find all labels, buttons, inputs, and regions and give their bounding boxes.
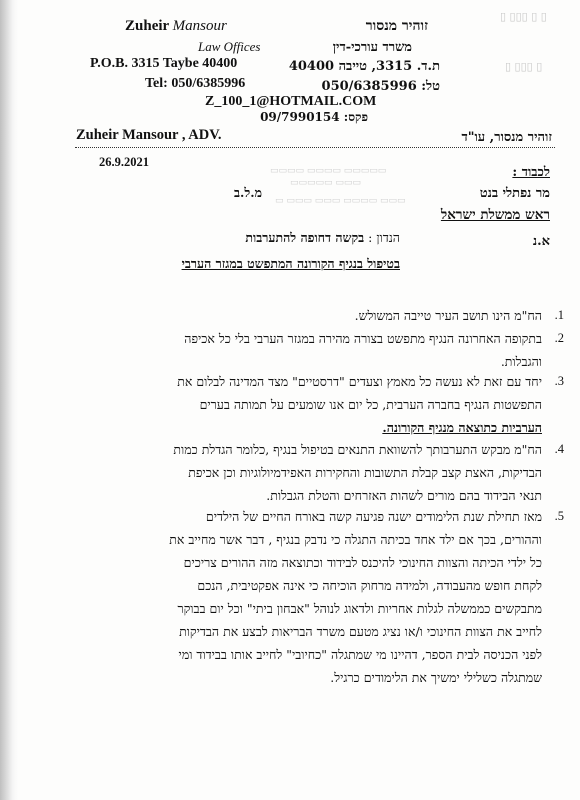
paragraph-number: 2. [554,331,564,345]
paragraph-line: מאז תחילת שנת הלימודים ישנה פגיעה קשה באורח החיים של הילדים [205,509,542,524]
paragraph-line: הח"מ מבקש התערבותך להשוואת התנאים בטיפול בנגיף ,כלומר הגדלת כמות [173,442,542,457]
letterhead-address-he: ת.ד. 3315, טייבה 40400 [288,59,440,74]
paragraph-line: הבדיקות, האצת קצב קבלת התשובות והחקירות האפידמיולוגיות וכן אכיפת [188,465,542,480]
letterhead-office-he: משרד עורכי-דין [332,40,412,55]
subject-line-2: בטיפול בנגיף הקורונה המתפשט במגזר הערבי [181,256,400,271]
lawyer-name-en: Zuheir Mansour , ADV. [76,127,222,143]
letterhead-name-en: Zuheir Mansour [125,18,227,34]
letterhead-fax: פקס: 09/7990154 [260,110,368,124]
letterhead-pob-en: P.O.B. 3315 Taybe 40400 [90,56,238,71]
header-divider [75,147,555,148]
recipient-name: מר נפתלי בנט [479,186,550,201]
paragraph-5 [72,505,564,689]
recipient-title: ראש ממשלת ישראל [440,207,550,223]
letterhead-email: Z_100_1@HOTMAIL.COM [205,94,377,109]
bleed-through-text: ▯ ▯▯▯ ▯ [505,60,543,73]
received-stamp: ▭▭▭▭▭ ▭▭▭ [290,178,361,188]
paragraph-line: תנאי הבידוד בהם מורים לשהות האזרחים והטלת הגבלות. [266,488,542,503]
paragraph-line: לפני הכניסה לבית הספר, דהיינו מי שמתגלה "כחיובי" לחייב אותו בבידוד ומי [178,647,542,662]
paragraph-3 [72,370,564,439]
paragraph-line: לחייב את הצוות החינוכי ו/או נציג מטעם משרד הבריאות לבצע את הבדיקות [179,624,542,639]
letterhead-office-en: Law Offices [198,39,261,54]
page-edge-shadow [0,0,18,800]
paragraph-2 [72,327,564,373]
paragraph-1 [72,304,564,327]
letterhead-tel-en: Tel: 050/6385996 [145,76,246,91]
letter-date: 26.9.2021 [99,155,149,169]
paragraph-line: התפשטות הנגיף בחברה הערבית, כל יום אנו שומעים על תמותה בערים [199,397,542,412]
letterhead-tel-he: טל: 050/6385996 [321,79,440,94]
lawyer-name-he: זוהיר מנסור, עו"ד [461,130,552,145]
paragraph-number: 5. [554,509,564,523]
letterhead-name-he: זוהיר מנסור [365,18,428,34]
paragraph-line: והגבלות. [500,354,542,369]
recipient-to-label: לכבוד : [512,165,550,180]
paragraph-line: וההורים, בכך אם ילד אחד בכיתה התגלה כי נדבק בנגיף , דבר אשר מחייב את [169,532,542,547]
recipient-regards: מ.ל.ב [234,185,262,200]
paragraph-line: שמתגלה כשלילי ימשיך את הלימודים כרגיל. [330,670,542,685]
paragraph-line: לקחת חופש מהעבודה, ולמידה מרחוק הוכיחה כי אינה אפקטיבית, הנכם [197,578,542,593]
subject-label: הנדון : [368,230,400,245]
subject-title: בקשה דחופה להתערבות [245,230,365,245]
paragraph-line: בתקופה האחרונה הנגיף מתפשט בצורה מהירה במגזר הערבי בלי כל אכיפה [184,331,542,346]
paragraph-line: מתבקשים כממשלה לגלות אחריות ולדאוג לנוהל "אבחון ביתי" וכל יום בבוקר [177,601,542,616]
received-stamp: ▭▭▭▭ ▭▭▭▭ ▭▭▭▭▭ [270,166,387,176]
paragraph-line: יחד עם זאת לא נעשה כל מאמץ וצעדים "דרסטיים" מצד המדינה לבלום את [177,374,542,389]
paragraph-number: 1. [554,308,564,322]
greeting: א.נ [532,234,550,249]
paragraph-line: הח"מ הינו תושב העיר טייבה המשולש. [354,308,542,323]
paragraph-line: הערביות כתוצאה מנגיף הקורונה. [382,420,542,435]
received-stamp: ▭ ▭▭▭ ▭▭▭ ▭▭▭▭ ▭▭▭ [275,196,406,206]
subject-line-1 [245,230,400,246]
paragraph-line: כל ילדי הכיתה והצוות החינוכי להיכנס לבידוד וכתוצאה מזה ההורים צריכים [183,555,542,570]
paragraph-number: 3. [554,374,564,388]
bleed-through-text: ▯ ▯▯▯ ▯ ▯ [500,10,547,23]
paragraph-number: 4. [554,442,564,456]
paragraph-4 [72,438,564,507]
